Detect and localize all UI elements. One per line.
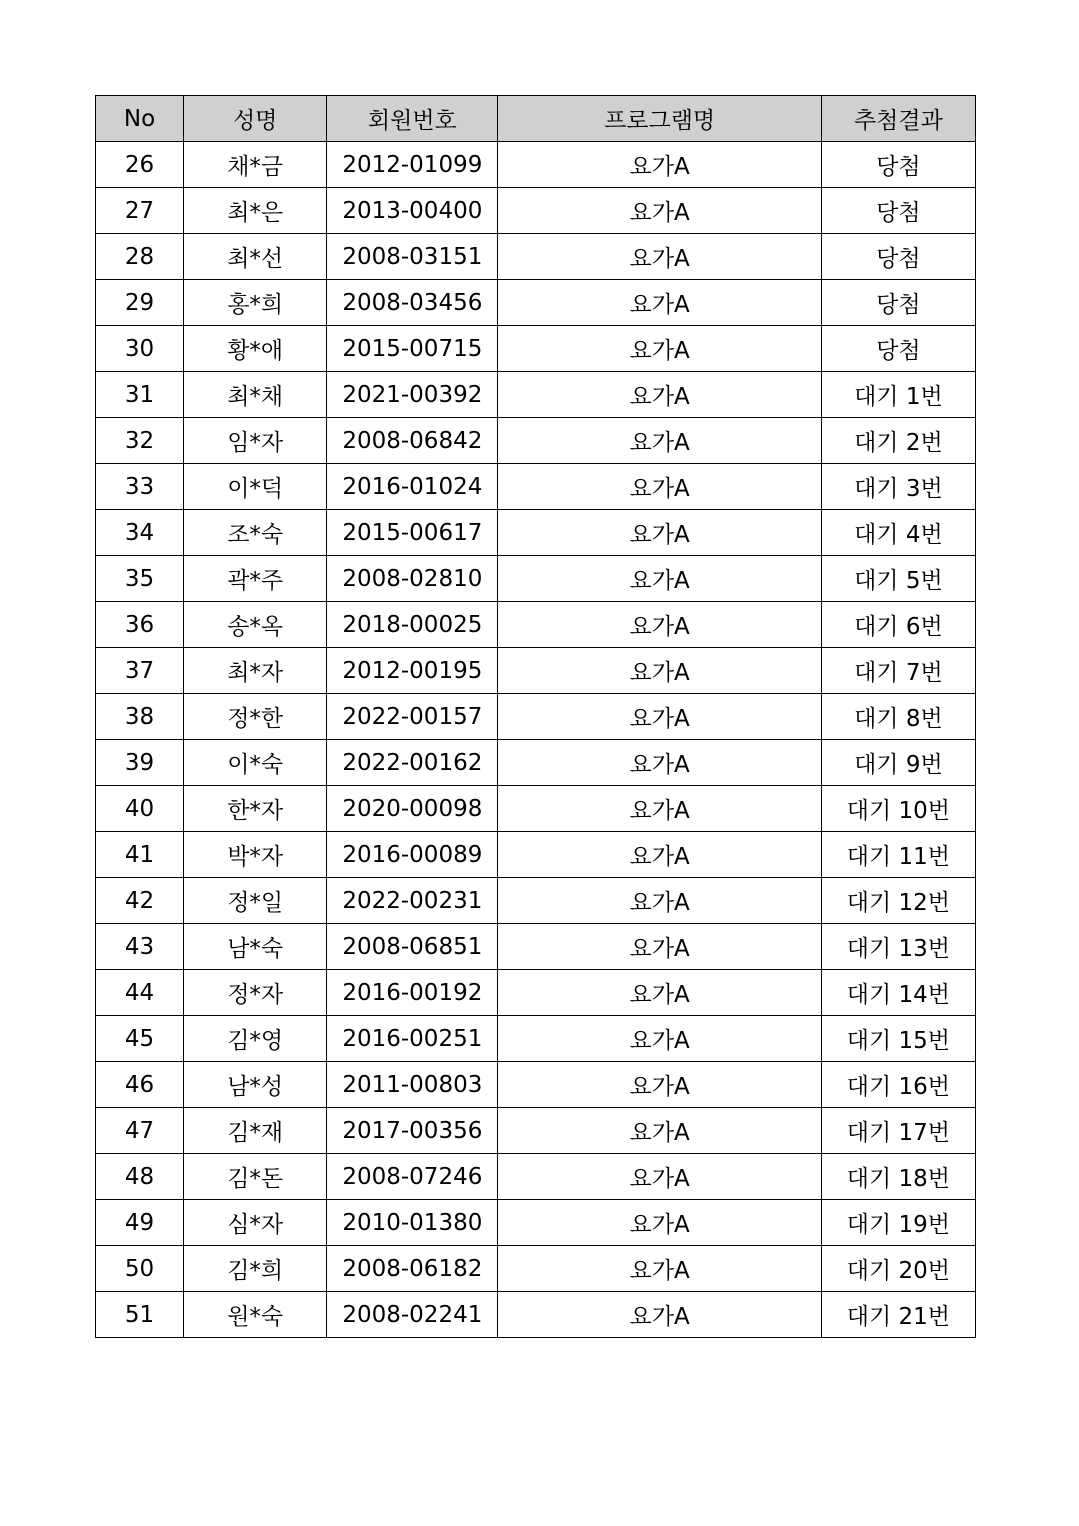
cell-name: 한*자 [184, 786, 327, 832]
cell-result: 대기 21번 [821, 1292, 975, 1338]
cell-member-no: 2022-00157 [327, 694, 498, 740]
cell-program: 요가A [498, 1154, 821, 1200]
cell-no: 50 [96, 1246, 184, 1292]
cell-program: 요가A [498, 970, 821, 1016]
cell-program: 요가A [498, 1292, 821, 1338]
table-row [96, 280, 976, 326]
cell-name: 김*돈 [184, 1154, 327, 1200]
cell-program: 요가A [498, 740, 821, 786]
cell-no: 32 [96, 418, 184, 464]
cell-name: 원*숙 [184, 1292, 327, 1338]
header-row [96, 96, 976, 142]
cell-result: 대기 10번 [821, 786, 975, 832]
header-program: 프로그램명 [498, 96, 821, 142]
cell-member-no: 2016-00192 [327, 970, 498, 1016]
table-row [96, 142, 976, 188]
cell-result: 대기 16번 [821, 1062, 975, 1108]
table-row [96, 1200, 976, 1246]
table-row [96, 786, 976, 832]
lottery-results-table [95, 95, 976, 1338]
cell-program: 요가A [498, 464, 821, 510]
cell-program: 요가A [498, 372, 821, 418]
header-no: No [96, 96, 184, 142]
cell-name: 조*숙 [184, 510, 327, 556]
cell-no: 41 [96, 832, 184, 878]
table-row [96, 970, 976, 1016]
header-name: 성명 [184, 96, 327, 142]
cell-program: 요가A [498, 786, 821, 832]
table-body [96, 142, 976, 1338]
cell-no: 38 [96, 694, 184, 740]
cell-name: 최*채 [184, 372, 327, 418]
cell-no: 30 [96, 326, 184, 372]
cell-result: 대기 4번 [821, 510, 975, 556]
cell-no: 51 [96, 1292, 184, 1338]
cell-program: 요가A [498, 234, 821, 280]
cell-program: 요가A [498, 1062, 821, 1108]
cell-result: 대기 19번 [821, 1200, 975, 1246]
cell-no: 27 [96, 188, 184, 234]
table-row [96, 1154, 976, 1200]
cell-no: 47 [96, 1108, 184, 1154]
cell-program: 요가A [498, 188, 821, 234]
cell-program: 요가A [498, 602, 821, 648]
header-member-no: 회원번호 [327, 96, 498, 142]
table-row [96, 1292, 976, 1338]
cell-result: 대기 3번 [821, 464, 975, 510]
cell-name: 심*자 [184, 1200, 327, 1246]
cell-name: 김*영 [184, 1016, 327, 1062]
cell-member-no: 2008-06851 [327, 924, 498, 970]
cell-member-no: 2012-00195 [327, 648, 498, 694]
cell-result: 대기 8번 [821, 694, 975, 740]
cell-member-no: 2008-06182 [327, 1246, 498, 1292]
cell-program: 요가A [498, 832, 821, 878]
cell-name: 정*일 [184, 878, 327, 924]
cell-member-no: 2016-00089 [327, 832, 498, 878]
cell-name: 이*덕 [184, 464, 327, 510]
table-row [96, 234, 976, 280]
table-row [96, 1246, 976, 1292]
cell-member-no: 2018-00025 [327, 602, 498, 648]
cell-no: 35 [96, 556, 184, 602]
cell-result: 대기 15번 [821, 1016, 975, 1062]
cell-result: 당첨 [821, 142, 975, 188]
cell-name: 최*자 [184, 648, 327, 694]
table-row [96, 464, 976, 510]
cell-program: 요가A [498, 878, 821, 924]
cell-no: 31 [96, 372, 184, 418]
cell-no: 29 [96, 280, 184, 326]
table-row [96, 188, 976, 234]
cell-member-no: 2010-01380 [327, 1200, 498, 1246]
cell-no: 36 [96, 602, 184, 648]
cell-name: 곽*주 [184, 556, 327, 602]
cell-no: 33 [96, 464, 184, 510]
table-row [96, 1108, 976, 1154]
document-page [95, 95, 976, 1338]
cell-member-no: 2008-07246 [327, 1154, 498, 1200]
cell-name: 최*은 [184, 188, 327, 234]
cell-member-no: 2013-00400 [327, 188, 498, 234]
cell-result: 대기 9번 [821, 740, 975, 786]
cell-result: 대기 6번 [821, 602, 975, 648]
cell-program: 요가A [498, 142, 821, 188]
cell-member-no: 2016-00251 [327, 1016, 498, 1062]
cell-result: 당첨 [821, 280, 975, 326]
table-row [96, 326, 976, 372]
cell-result: 당첨 [821, 188, 975, 234]
cell-result: 대기 11번 [821, 832, 975, 878]
cell-no: 40 [96, 786, 184, 832]
cell-member-no: 2012-01099 [327, 142, 498, 188]
cell-name: 임*자 [184, 418, 327, 464]
cell-result: 대기 12번 [821, 878, 975, 924]
cell-program: 요가A [498, 694, 821, 740]
cell-member-no: 2015-00715 [327, 326, 498, 372]
table-row [96, 648, 976, 694]
table-row [96, 372, 976, 418]
table-row [96, 1062, 976, 1108]
cell-program: 요가A [498, 1108, 821, 1154]
cell-result: 대기 1번 [821, 372, 975, 418]
cell-name: 최*선 [184, 234, 327, 280]
cell-program: 요가A [498, 1200, 821, 1246]
cell-member-no: 2008-03151 [327, 234, 498, 280]
cell-no: 46 [96, 1062, 184, 1108]
cell-name: 남*성 [184, 1062, 327, 1108]
cell-member-no: 2015-00617 [327, 510, 498, 556]
cell-name: 김*재 [184, 1108, 327, 1154]
cell-name: 박*자 [184, 832, 327, 878]
cell-program: 요가A [498, 1016, 821, 1062]
cell-program: 요가A [498, 1246, 821, 1292]
cell-result: 대기 7번 [821, 648, 975, 694]
cell-member-no: 2020-00098 [327, 786, 498, 832]
cell-result: 대기 20번 [821, 1246, 975, 1292]
cell-result: 대기 18번 [821, 1154, 975, 1200]
cell-name: 채*금 [184, 142, 327, 188]
cell-member-no: 2008-03456 [327, 280, 498, 326]
cell-no: 43 [96, 924, 184, 970]
cell-no: 37 [96, 648, 184, 694]
table-row [96, 556, 976, 602]
cell-result: 당첨 [821, 234, 975, 280]
cell-member-no: 2008-06842 [327, 418, 498, 464]
cell-no: 26 [96, 142, 184, 188]
cell-member-no: 2008-02241 [327, 1292, 498, 1338]
cell-program: 요가A [498, 924, 821, 970]
cell-name: 이*숙 [184, 740, 327, 786]
cell-result: 당첨 [821, 326, 975, 372]
table-row [96, 924, 976, 970]
cell-no: 42 [96, 878, 184, 924]
cell-name: 홍*희 [184, 280, 327, 326]
cell-result: 대기 14번 [821, 970, 975, 1016]
cell-result: 대기 17번 [821, 1108, 975, 1154]
cell-result: 대기 2번 [821, 418, 975, 464]
cell-program: 요가A [498, 280, 821, 326]
cell-no: 49 [96, 1200, 184, 1246]
cell-member-no: 2021-00392 [327, 372, 498, 418]
cell-name: 정*자 [184, 970, 327, 1016]
cell-program: 요가A [498, 510, 821, 556]
cell-no: 48 [96, 1154, 184, 1200]
cell-member-no: 2022-00162 [327, 740, 498, 786]
cell-program: 요가A [498, 556, 821, 602]
cell-name: 남*숙 [184, 924, 327, 970]
cell-no: 45 [96, 1016, 184, 1062]
table-row [96, 694, 976, 740]
cell-no: 39 [96, 740, 184, 786]
cell-result: 대기 13번 [821, 924, 975, 970]
table-header [96, 96, 976, 142]
table-row [96, 1016, 976, 1062]
cell-no: 34 [96, 510, 184, 556]
cell-program: 요가A [498, 418, 821, 464]
cell-name: 정*한 [184, 694, 327, 740]
cell-no: 44 [96, 970, 184, 1016]
table-row [96, 602, 976, 648]
cell-program: 요가A [498, 326, 821, 372]
cell-member-no: 2016-01024 [327, 464, 498, 510]
cell-member-no: 2017-00356 [327, 1108, 498, 1154]
cell-name: 송*옥 [184, 602, 327, 648]
table-row [96, 510, 976, 556]
cell-name: 김*희 [184, 1246, 327, 1292]
table-row [96, 878, 976, 924]
cell-no: 28 [96, 234, 184, 280]
table-row [96, 740, 976, 786]
table-row [96, 418, 976, 464]
header-result: 추첨결과 [821, 96, 975, 142]
cell-program: 요가A [498, 648, 821, 694]
cell-name: 황*애 [184, 326, 327, 372]
cell-member-no: 2008-02810 [327, 556, 498, 602]
cell-member-no: 2022-00231 [327, 878, 498, 924]
cell-member-no: 2011-00803 [327, 1062, 498, 1108]
table-row [96, 832, 976, 878]
cell-result: 대기 5번 [821, 556, 975, 602]
